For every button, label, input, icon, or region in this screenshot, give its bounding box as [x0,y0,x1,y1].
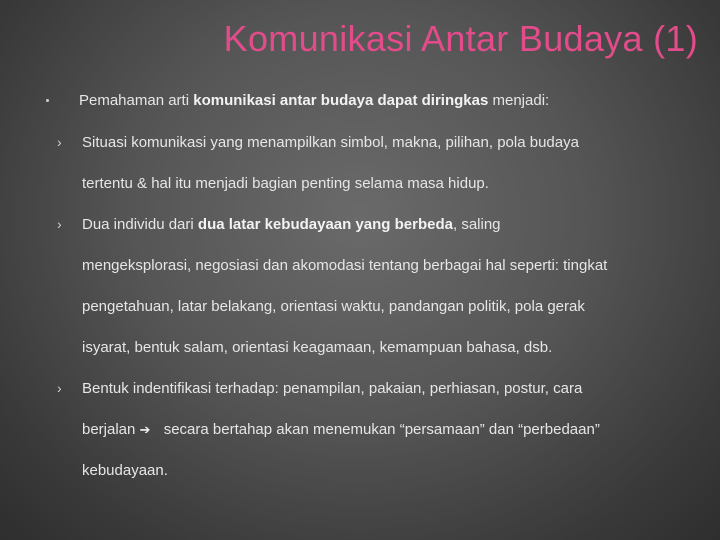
list-item-2-line-3: pengetahuan, latar belakang, orientasi waktu, pandangan politik, pola gerak [82,298,585,315]
list-item-2-post: , saling [453,216,501,233]
slide-body [0,86,720,491]
list-item-3-post: secara bertahap akan menemukan “persamaan” dan “perbedaan” [159,421,600,438]
intro-paragraph [79,86,720,122]
list-item-1-line-1: Situasi komunikasi yang menampilkan simbol, makna, pilihan, pola budaya [82,134,579,151]
list-item-2-line-4: isyarat, bentuk salam, orientasi keagamaan, kemampuan bahasa, dsb. [82,339,553,356]
intro-text-bold: komunikasi antar budaya dapat diringkas [193,92,489,109]
chevron-right-icon: › [57,380,62,396]
intro-text-post: menjadi: [488,92,550,109]
list-item-3-pre: berjalan [82,421,136,438]
list-item-1 [57,122,692,204]
list-item-2-pre: Dua individu dari [82,216,198,233]
chevron-right-icon: › [57,134,62,150]
list-item-2-bold: dua latar kebudayaan yang berbeda [197,216,453,233]
intro-text-pre: Pemahaman arti [79,92,194,109]
list-item-3-line-1: Bentuk indentifikasi terhadap: penampilan, pakaian, perhiasan, postur, cara [82,380,583,397]
list-item-2 [57,204,692,368]
arrow-right-icon: ➔ [139,422,151,437]
list-item-1-line-2: tertentu & hal itu menjadi bagian penting selama masa hidup. [82,175,489,192]
chevron-right-icon: › [57,216,62,232]
bullet-dot-icon [46,99,49,102]
list-item-2-line-1 [82,204,692,245]
list-item-2-line-2: mengeksplorasi, negosiasi dan akomodasi tentang berbagai hal seperti: tingkat [82,257,608,274]
slide-title: Komunikasi Antar Budaya (1) [223,18,698,59]
list-item-3-line-2 [82,409,692,450]
list-item-3-line-3: kebudayaan. [82,462,168,479]
list-item-3 [57,368,692,491]
